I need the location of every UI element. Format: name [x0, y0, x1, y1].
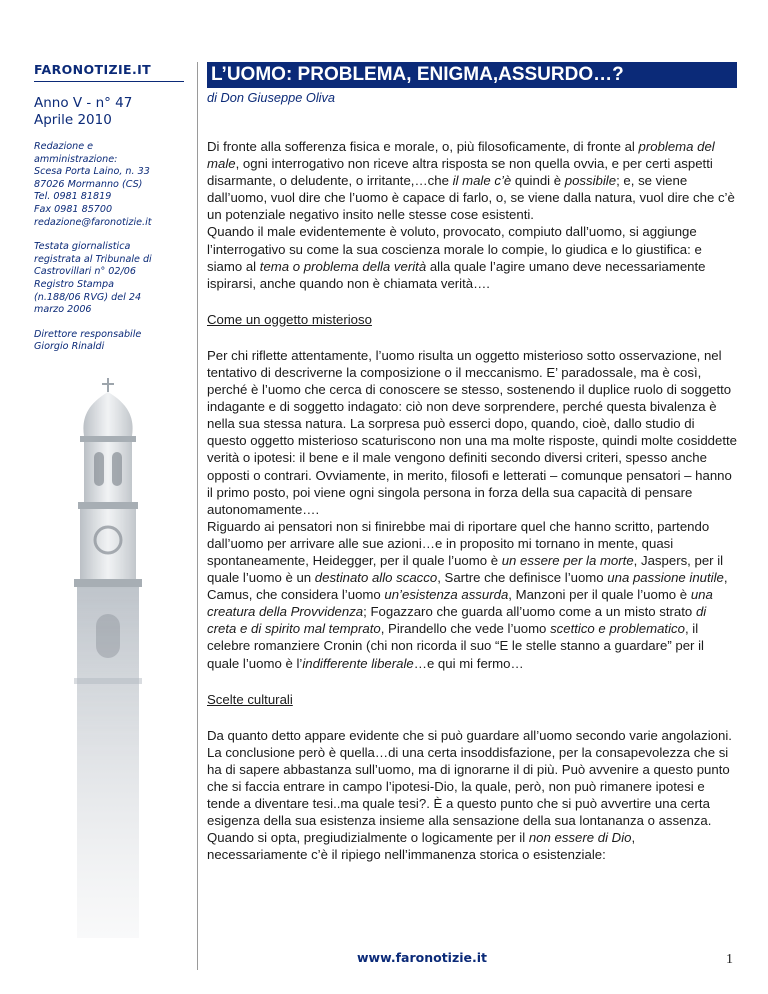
director-info: [34, 329, 184, 354]
emphasis-text: una creatura della Provvidenza: [207, 587, 713, 620]
editorial-line: Scesa Porta Laino, n. 33: [34, 166, 150, 178]
director-line: Direttore responsabile: [34, 328, 142, 340]
editorial-line: Fax 0981 85700: [34, 203, 113, 215]
editorial-email[interactable]: redazione@faronotizie.it: [34, 216, 152, 228]
registration-line: (n.188/06 RVG) del 24: [34, 291, 142, 303]
emphasis-text: il male c’è: [452, 173, 512, 189]
emphasis-text: destinato allo scacco: [314, 570, 438, 586]
article-paragraph: [207, 829, 737, 863]
editorial-line: 87026 Mormanno (CS): [34, 178, 143, 190]
article-paragraph: [207, 223, 737, 291]
section-heading: Scelte culturali: [207, 691, 293, 707]
emphasis-text: di creta e di spirito mal temprato: [207, 604, 707, 637]
text-run: Riguardo ai pensatori non si finirebbe mai di riportare quel che hanno scritto, partendo dall’uomo per arrivare alle sue azioni…e in proposito mi tornano in mente, quasi spontaneamente, Heidegger, per il quale l’uomo è: [207, 518, 710, 568]
text-run: , Pirandello che vede l’uomo: [380, 621, 551, 637]
registration-line: Testata giornalistica: [34, 241, 131, 253]
text-run: , Manzoni per il quale l’uomo è: [508, 587, 691, 603]
text-run: quindi è: [511, 173, 565, 189]
sidebar: [34, 62, 184, 354]
text-run: , Jaspers, per il quale l’uomo è un: [207, 552, 724, 586]
emphasis-text: non essere di Dio: [528, 830, 632, 846]
emphasis-text: un essere per la morte: [501, 552, 634, 568]
masthead-rule: [34, 81, 184, 82]
registration-info: [34, 241, 184, 317]
issue-number: Anno V - n° 47: [34, 95, 133, 111]
director-line: Giorgio Rinaldi: [34, 341, 105, 353]
text-run: Da quanto detto appare evidente che si può guardare all’uomo secondo varie angolazioni. La conclusione però è quella…di una certa insoddisfazione, per la consapevolezza che si ha di sapere abbastanza sull’uomo, ma di ignorarne il di più. Può avvenire a questo punto che si faccia entrare in campo l’ipotesi-Dio, la quale, però, non può rimanere ipotesi e tende a diventare tesi..ma quale tesi?. È a questo punto che si può avvertire una certa esigenza della sua esistenza insieme alla sensazione della sua lontananza o assenza.: [207, 727, 732, 829]
footer-url[interactable]: www.faronotizie.it: [357, 950, 488, 965]
masthead-brand: FARONOTIZIE.IT: [34, 62, 152, 77]
article-paragraph: [207, 138, 737, 223]
registration-line: Registro Stampa: [34, 278, 114, 290]
emphasis-text: una passione inutile: [607, 570, 724, 586]
text-run: ; Fogazzaro che guarda all’uomo come a un misto strato: [363, 604, 696, 620]
text-run: , Camus, che considera l’uomo: [207, 570, 728, 603]
emphasis-text: indifferente liberale: [302, 655, 414, 671]
page-number: 1: [726, 952, 733, 967]
text-run: , il celebre romanziere Cronin (chi non ricorda il suo “E le stelle stanno a guardare” per il quale l’uomo è l’: [207, 621, 704, 671]
emphasis-text: problema del male: [207, 139, 715, 172]
text-run: Di fronte alla sofferenza fisica e morale, o, più filosoficamente, di fronte al: [207, 139, 639, 154]
text-run: Quando il male evidentemente è voluto, provocato, compiuto dall’uomo, si aggiunge l’interrogativo su come la sua coscienza morale lo compie, lo giudica e lo giustifica: e siamo al: [207, 224, 702, 274]
editorial-line: amministrazione:: [34, 153, 118, 165]
text-run: Quando si opta, pregiudizialmente o logicamente per il: [207, 830, 529, 846]
text-run: , Sartre che definisce l’uomo: [437, 570, 608, 586]
article-paragraph: [207, 518, 737, 672]
article-byline: di Don Giuseppe Oliva: [207, 90, 336, 105]
registration-line: Castrovillari n° 02/06: [34, 266, 136, 278]
article-paragraph: [207, 727, 737, 830]
emphasis-text: possibile: [564, 173, 617, 189]
emphasis-text: scettico e problematico: [550, 621, 685, 637]
registration-line: marzo 2006: [34, 304, 92, 316]
issue-date: Aprile 2010: [34, 112, 112, 128]
article-title: L’UOMO: PROBLEMA, ENIGMA,ASSURDO…?: [207, 62, 737, 88]
registration-line: registrata al Tribunale di: [34, 253, 152, 265]
article-paragraph: [207, 347, 737, 518]
issue-info: [34, 95, 184, 129]
article: [207, 62, 737, 863]
text-run: , ogni interrogativo non riceve altra risposta se non quella ovvia, e per certi aspetti disarmante, o deludente, o irritante,…che: [207, 156, 713, 189]
section-heading: Come un oggetto misterioso: [207, 311, 372, 327]
text-run: …e qui mi fermo…: [413, 655, 524, 671]
editorial-line: Tel. 0981 81819: [34, 191, 112, 203]
emphasis-text: tema o problema della verità: [259, 258, 427, 274]
text-run: , necessariamente c’è il ripiego nell’immanenza storica o esistenziale:: [207, 830, 636, 863]
editorial-line: Redazione e: [34, 141, 94, 152]
text-run: ; e, se viene dall’uomo, vuol dire che l’uomo è capace di farlo, o, se viene dalla natura, vuol dire che c’è un potenziale negativo insito nelle stesse cose esistenti.: [207, 173, 735, 223]
bell-tower-illustration: [44, 378, 174, 938]
column-divider: [197, 62, 198, 970]
text-run: alla quale l’agire umano deve necessariamente ispirarsi, anche quando non è chiamata verità….: [207, 258, 706, 291]
emphasis-text: un’esistenza assurda: [384, 587, 509, 603]
editorial-info: [34, 141, 184, 229]
text-run: Per chi riflette attentamente, l’uomo risulta un oggetto misterioso sotto osservazione, nel tentativo di descriverne la composizione o il meccanismo. E’ paradossale, ma è così, perché è l’uomo che cerca di conoscere se stesso, sostenendo il duplice ruolo di soggetto indagante e di soggetto indagato: ciò non deve sorprendere, perché questa bivalenza è nella sua stessa natura. La sorpresa può esserci dopo, quando, cioè, dallo studio di questo oggetto misterioso scaturiscono non una ma molte risposte, quindi molte cosiddette verità o ipotesi: il bene e il male vengono definiti secondo diversi criteri, spesso anche opposti o contrari. Ovviamente, in merito, filosofi e letterati – comunque pensatori – hanno il primo posto, poi viene ogni singola persona in forza della sua capacità di pensare autonomamente….: [207, 347, 737, 517]
